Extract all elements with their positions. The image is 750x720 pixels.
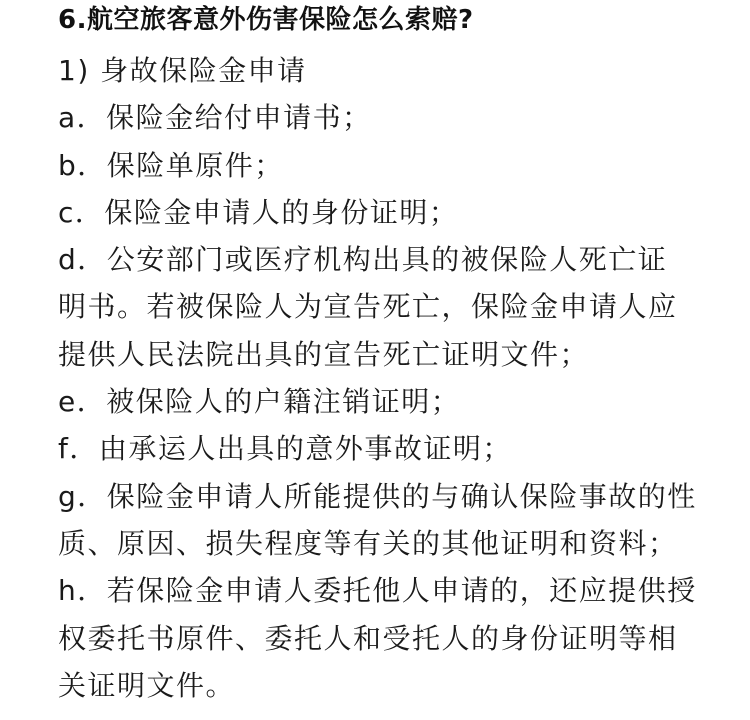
text-line: e．被保险人的户籍注销证明； — [58, 385, 461, 419]
text-line: 质、原因、损失程度等有关的其他证明和资料； — [58, 526, 678, 560]
text-line: 1) 身故保险金申请 — [58, 54, 307, 87]
text-line: b．保险单原件； — [58, 148, 284, 182]
text-line: f．由承运人出具的意外事故证明； — [58, 432, 512, 466]
section-heading: 6.航空旅客意外伤害保险怎么索赔? — [58, 5, 474, 35]
text-line: a．保险金给付申请书； — [58, 101, 372, 135]
text-line: d．公安部门或医疗机构出具的被保险人死亡证 — [58, 243, 668, 277]
article-body — [58, 0, 718, 709]
text-line: 关证明文件。 — [58, 668, 236, 702]
text-line: g．保险金申请人所能提供的与确认保险事故的性 — [58, 479, 697, 513]
text-line: c．保险金申请人的身份证明； — [58, 195, 459, 229]
text-line: h．若保险金申请人委托他人申请的，还应提供授 — [58, 574, 697, 608]
text-line: 明书。若被保险人为宣告死亡，保险金申请人应 — [58, 290, 678, 324]
text-line: 提供人民法院出具的宣告死亡证明文件； — [58, 337, 590, 371]
text-line: 权委托书原件、委托人和受托人的身份证明等相 — [58, 621, 678, 655]
